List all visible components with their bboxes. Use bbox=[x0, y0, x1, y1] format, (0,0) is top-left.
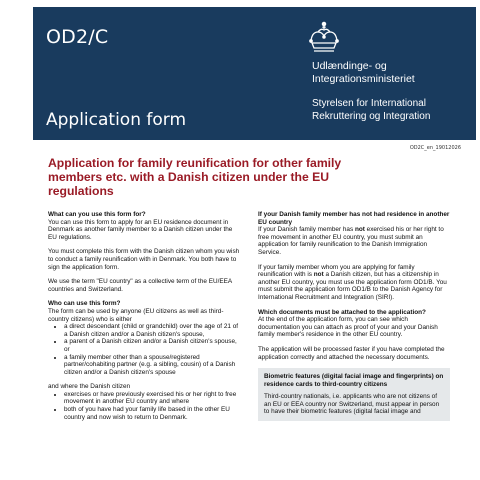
emphasis: not bbox=[313, 271, 324, 279]
emphasis: not bbox=[354, 226, 365, 234]
text-run: exercised his or her right to free movement in another EU country, you must submit an application for family reunification to the Danish Immigration Service. bbox=[258, 226, 444, 256]
text-run: If your family member whom you are applying for family reunification with is bbox=[258, 263, 415, 279]
form-title: Application form bbox=[46, 110, 187, 130]
ministry-name bbox=[312, 60, 415, 86]
form-code: OD2/C bbox=[46, 26, 109, 48]
paragraph bbox=[258, 264, 450, 302]
right-column bbox=[258, 211, 450, 421]
eligibility-list bbox=[48, 323, 240, 376]
crown-logo-icon bbox=[306, 21, 342, 54]
list-item: • exercises or have previously exercised his or her right to free movement in another EU country and where bbox=[64, 391, 240, 406]
biometric-info-box bbox=[258, 368, 450, 421]
box-heading: Biometric features (digital facial image and fingerprints) on residence cards to third-country citizens bbox=[264, 373, 444, 388]
paragraph: You can use this form to apply for an EU residence document in Denmark as another family member to a Danish citizen under the EU regulations. bbox=[48, 218, 233, 241]
section-heading: What can you use this form for? bbox=[48, 211, 146, 218]
paragraph: and where the Danish citizen bbox=[48, 383, 131, 391]
paragraph: You must complete this form with the Danish citizen whom you wish to conduct a family reunification with in Denmark. You both have to sign the application form. bbox=[48, 248, 240, 271]
ministry-line-1: Udlændinge- og bbox=[312, 60, 387, 72]
ministry-line-2: Integrationsministeriet bbox=[312, 73, 415, 85]
condition-list bbox=[48, 391, 240, 421]
agency-line-2: Rekruttering og Integration bbox=[312, 111, 431, 122]
box-text: Third-country nationals, i.e. applicants who are not citizens of an EU or EEA country nor Switzerland, must appear in person to have their biometric features (digital facial image and bbox=[264, 393, 440, 416]
main-title: Application for family reunification for other family members etc. with a Danish citizen under the EU regulations bbox=[48, 156, 342, 198]
paragraph: We use the term "EU country" as a collective term of the EU/EEA countries and Switzerland. bbox=[48, 278, 232, 293]
form-version: OD2C_en_19012026 bbox=[409, 145, 461, 151]
paragraph bbox=[258, 226, 450, 256]
section-heading: If your Danish family member has not had residence in another EU country bbox=[258, 211, 450, 226]
header-banner bbox=[33, 7, 476, 140]
paragraph: The form can be used by anyone (EU citizens as well as third-country citizens) who is either bbox=[48, 307, 224, 323]
section-heading: Who can use this form? bbox=[48, 300, 121, 308]
agency-name bbox=[312, 97, 430, 123]
list-item: • a direct descendant (child or grandchild) over the age of 21 of a Danish citizen and/or a Danish citizen's spouse, bbox=[64, 323, 240, 338]
list-item: • a parent of a Danish citizen and/or a Danish citizen's spouse, or bbox=[64, 338, 240, 353]
text-run: If your Danish family member has bbox=[258, 226, 355, 234]
text-run: a Danish citizen, but has a citizenship in another EU country, you must use the application form OD1/B. You must submit the application form OD1/B to the Danish Agency for International Recruitment and Integration (SIRI). bbox=[258, 271, 447, 301]
list-item: • both of you have had your family life based in the other EU country and now wish to return to Denmark. bbox=[64, 406, 240, 421]
section-heading: Which documents must be attached to the application? bbox=[258, 308, 426, 316]
paragraph: The application will be processed faster if you have completed the application correctly and attached the necessary documents. bbox=[258, 345, 445, 361]
paragraph: At the end of the application form, you can see which documentation you can attach as proof of your and your Danish family member's residence in the other EU country. bbox=[258, 316, 438, 339]
list-item: • a family member other than a spouse/registered partner/cohabiting partner (e.g. a sibling, cousin) of a Danish citizen and/or a Danish citizen's spouse bbox=[64, 354, 240, 377]
left-column bbox=[48, 211, 240, 428]
agency-line-1: Styrelsen for International bbox=[312, 98, 426, 109]
